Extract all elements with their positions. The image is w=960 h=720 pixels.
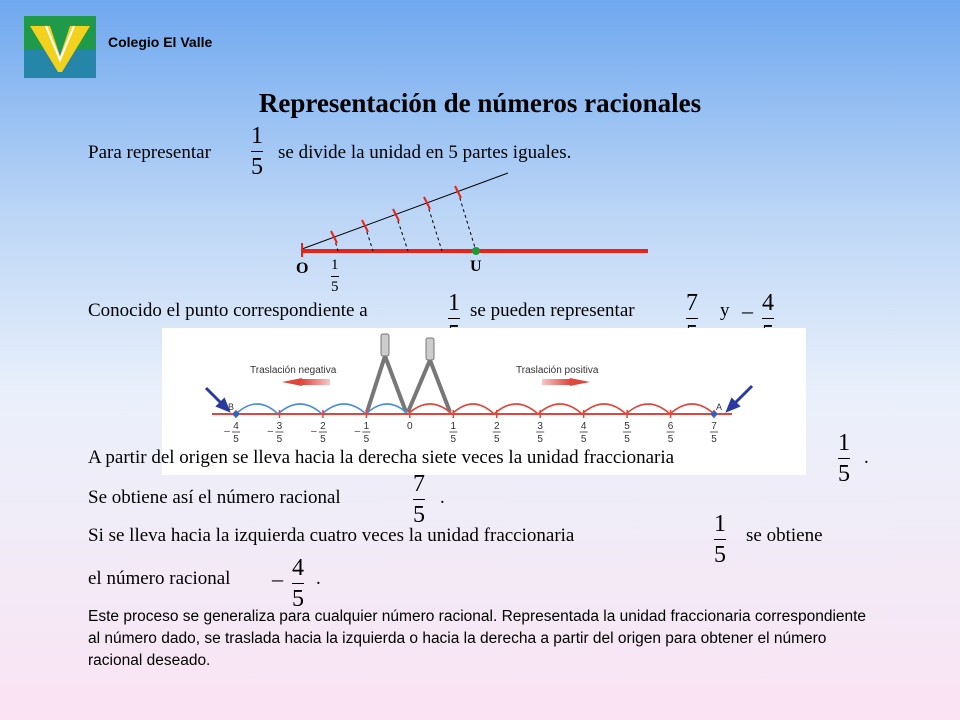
- para2-minus-sign: –: [742, 298, 753, 323]
- para3-fraction: [838, 431, 850, 486]
- para2-before: Conocido el punto correspondiente a: [88, 300, 368, 321]
- point-b-label: B: [228, 402, 235, 412]
- fraction-denominator: 5: [714, 542, 726, 568]
- svg-text:6: 6: [667, 421, 674, 432]
- svg-text:5: 5: [493, 434, 500, 445]
- svg-text:5: 5: [624, 434, 630, 445]
- fraction-denominator: 5: [838, 461, 850, 487]
- para2-middle: se pueden representar: [470, 300, 635, 321]
- svg-text:5: 5: [711, 434, 717, 445]
- svg-text:5: 5: [363, 434, 370, 445]
- svg-text:–: –: [224, 426, 230, 437]
- para4-text: Se obtiene así el número racional: [88, 487, 341, 508]
- svg-text:0: 0: [407, 421, 413, 432]
- unit-point: [472, 247, 480, 255]
- para1-before: Para representar: [88, 142, 211, 163]
- para2-conjunction: y: [720, 300, 730, 321]
- fraction-bar: [251, 151, 263, 152]
- negative-translation-label: Traslación negativa: [250, 365, 337, 376]
- tick-label: [493, 421, 501, 445]
- tick-labels: [224, 421, 718, 445]
- svg-text:5: 5: [320, 434, 326, 445]
- svg-text:–: –: [311, 426, 317, 437]
- fraction-numerator: 1: [251, 123, 263, 149]
- generalization-paragraph: Este proceso se generaliza para cualquier número racional. Representada la unidad fraccionaria correspondiente al número dado, se traslada hacia la izquierda o hacia la derecha a partir del origen para obtener el número racional deseado.: [88, 608, 867, 669]
- fraction-bar: [413, 499, 425, 500]
- fraction-denominator: 5: [331, 279, 339, 295]
- tick-label: [311, 421, 327, 445]
- para5-text: Si se lleva hacia la izquierda cuatro veces la unidad fraccionaria: [88, 525, 575, 546]
- fraction-numerator: 7: [413, 471, 425, 497]
- para6-fraction: [292, 556, 304, 611]
- fraction-numerator: 4: [292, 555, 304, 581]
- svg-text:5: 5: [624, 421, 630, 432]
- para4-fraction: [413, 472, 425, 527]
- negative-arcs: [236, 404, 408, 414]
- svg-text:5: 5: [537, 434, 543, 445]
- svg-text:–: –: [267, 426, 274, 437]
- svg-text:1: 1: [450, 421, 457, 432]
- svg-text:3: 3: [537, 421, 543, 432]
- positive-translation-label: Traslación positiva: [516, 365, 599, 376]
- para6-minus-sign: –: [272, 566, 283, 591]
- tick-label: [355, 421, 371, 445]
- page-title: Representación de números racionales: [258, 88, 702, 118]
- fraction-numerator: 4: [762, 290, 774, 316]
- para1-fraction: [251, 124, 263, 179]
- fraction-bar: [331, 276, 339, 277]
- fraction-bar: [762, 318, 774, 319]
- svg-text:5: 5: [276, 434, 283, 445]
- fraction-denominator: 5: [292, 586, 304, 612]
- tick-label: [224, 421, 240, 445]
- para6-text: el número racional: [88, 568, 231, 589]
- fraction-bar: [292, 583, 304, 584]
- para1-after: se divide la unidad en 5 partes iguales.: [278, 142, 572, 163]
- svg-text:–: –: [354, 426, 361, 437]
- fraction-numerator: 1: [448, 290, 460, 316]
- svg-text:2: 2: [320, 421, 326, 432]
- para3-period: .: [864, 447, 869, 468]
- svg-text:5: 5: [450, 434, 457, 445]
- fraction-bar: [448, 318, 460, 319]
- svg-text:7: 7: [711, 421, 717, 432]
- figure1-fraction: [331, 258, 339, 295]
- tick-label: [623, 421, 631, 445]
- fraction-denominator: 5: [413, 502, 425, 528]
- para5-after: se obtiene: [746, 525, 823, 546]
- tick-label: [580, 421, 588, 445]
- svg-text:4: 4: [233, 421, 239, 432]
- positive-direction-arrow: [570, 378, 590, 386]
- compass-icon: [367, 334, 450, 412]
- unit-division-diagram: [290, 165, 660, 265]
- para4-period: .: [440, 487, 445, 508]
- negative-direction-arrow: [282, 378, 302, 386]
- auxiliary-ray: [302, 173, 508, 249]
- para5-fraction: [714, 512, 726, 567]
- fraction-bar: [686, 318, 698, 319]
- fraction-numerator: 7: [686, 290, 698, 316]
- school-name: Colegio El Valle: [108, 34, 213, 50]
- tick-label: [710, 421, 718, 445]
- point-a-label: A: [716, 402, 723, 412]
- tick-label: [667, 421, 675, 445]
- svg-text:5: 5: [580, 434, 587, 445]
- origin-label: O: [296, 260, 309, 277]
- svg-text:3: 3: [276, 421, 283, 432]
- fraction-bar: [838, 458, 850, 459]
- unit-label: U: [470, 258, 482, 275]
- division-marks: [331, 186, 461, 243]
- svg-text:5: 5: [667, 434, 674, 445]
- svg-text:2: 2: [493, 421, 500, 432]
- svg-text:1: 1: [363, 421, 370, 432]
- svg-text:4: 4: [580, 421, 587, 432]
- fraction-denominator: 5: [251, 154, 263, 180]
- para6-period: .: [316, 568, 321, 589]
- tick-label: [449, 421, 457, 445]
- fraction-bar: [714, 539, 726, 540]
- fraction-numerator: 1: [714, 511, 726, 537]
- tick-label: [268, 421, 284, 445]
- fraction-numerator: 1: [838, 430, 850, 456]
- school-logo: [24, 16, 96, 78]
- para3-text: A partir del origen se lleva hacia la derecha siete veces la unidad fraccionaria: [88, 447, 675, 468]
- parallel-lines: [334, 192, 476, 251]
- tick-label: [407, 421, 413, 432]
- fraction-numerator: 1: [331, 257, 339, 273]
- tick-label: [536, 421, 544, 445]
- svg-text:5: 5: [233, 434, 239, 445]
